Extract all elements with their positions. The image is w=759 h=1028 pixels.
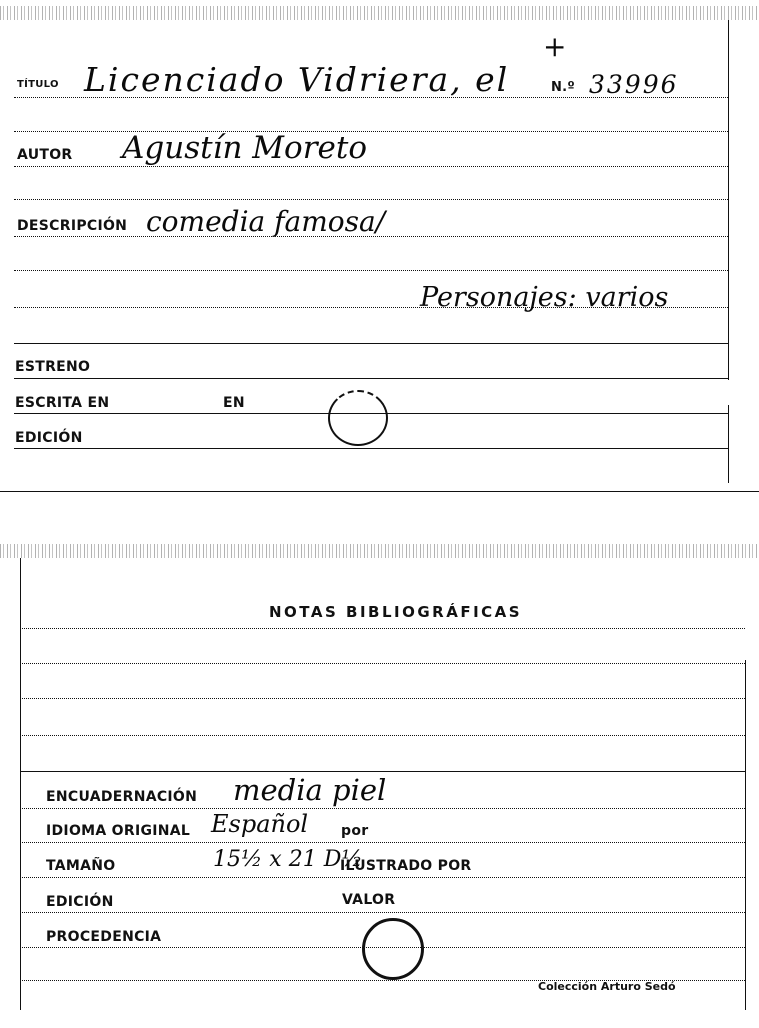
encuadernacion-value: media piel — [233, 773, 387, 807]
idioma-label: IDIOMA ORIGINAL — [46, 823, 191, 839]
ilustrado-label: ILUSTRADO POR — [340, 858, 472, 874]
personajes-value: Personajes: varios — [420, 282, 669, 313]
notas-heading: NOTAS BIBLIOGRÁFICAS — [269, 603, 523, 621]
rule-line-2 — [14, 199, 728, 200]
idioma-value: Español — [211, 810, 309, 838]
autor-value: Agustín Moreto — [122, 130, 367, 166]
encuadernacion-label: ENCUADERNACIÓN — [46, 789, 198, 805]
card-right-border-lower — [728, 405, 729, 483]
autor-line — [14, 166, 728, 167]
descripcion-label: DESCRIPCIÓN — [17, 218, 128, 234]
tamano-line — [20, 877, 745, 878]
catalog-card-front — [0, 0, 759, 495]
notas-divider — [20, 771, 745, 772]
por-label: por — [341, 823, 369, 839]
estreno-line — [14, 378, 728, 379]
valor-label: VALOR — [342, 892, 396, 908]
descripcion-line — [14, 236, 728, 237]
collection-credit: Colección Arturo Sedó — [538, 980, 676, 993]
card-right-border-2 — [745, 660, 746, 1010]
numero-value: 33996 — [589, 70, 679, 99]
edicion-label: EDICIÓN — [15, 430, 83, 446]
scan-noise-bottom — [0, 544, 759, 558]
section-divider — [14, 343, 728, 344]
idioma-line — [20, 842, 745, 843]
catalog-card-back — [0, 540, 759, 1028]
procedencia-label: PROCEDENCIA — [46, 929, 162, 945]
card-left-border — [20, 558, 21, 1010]
rule-line-4 — [14, 307, 728, 308]
notas-line-2 — [20, 663, 745, 664]
notas-line-1 — [20, 628, 745, 629]
card-bottom-edge — [0, 491, 759, 492]
titulo-line — [14, 97, 728, 98]
rule-line-3 — [14, 270, 728, 271]
escrita-en-label: ESCRITA EN — [15, 395, 110, 411]
cross-mark: + — [543, 30, 567, 63]
encuadernacion-line — [20, 808, 745, 809]
numero-label: N.º — [551, 80, 576, 95]
notas-line-4 — [20, 735, 745, 736]
autor-label: AUTOR — [17, 147, 73, 163]
tamano-label: TAMAÑO — [46, 858, 116, 874]
notas-line-3 — [20, 698, 745, 699]
punch-hole-circle-2 — [362, 918, 424, 980]
tamano-value: 15½ x 21 D½ — [213, 847, 363, 872]
scan-noise-top — [0, 6, 759, 20]
punch-hole-circle — [328, 390, 388, 446]
estreno-label: ESTRENO — [15, 359, 91, 375]
titulo-value: Licenciado Vidriera, el — [84, 60, 510, 99]
descripcion-value: comedia famosa/ — [146, 205, 386, 238]
edicion-label-2: EDICIÓN — [46, 894, 114, 910]
card-right-border — [728, 20, 729, 380]
edicion-line — [14, 448, 728, 449]
en-label: EN — [223, 395, 245, 411]
edicion-line-2 — [20, 912, 745, 913]
titulo-label: TÍTULO — [17, 79, 59, 90]
